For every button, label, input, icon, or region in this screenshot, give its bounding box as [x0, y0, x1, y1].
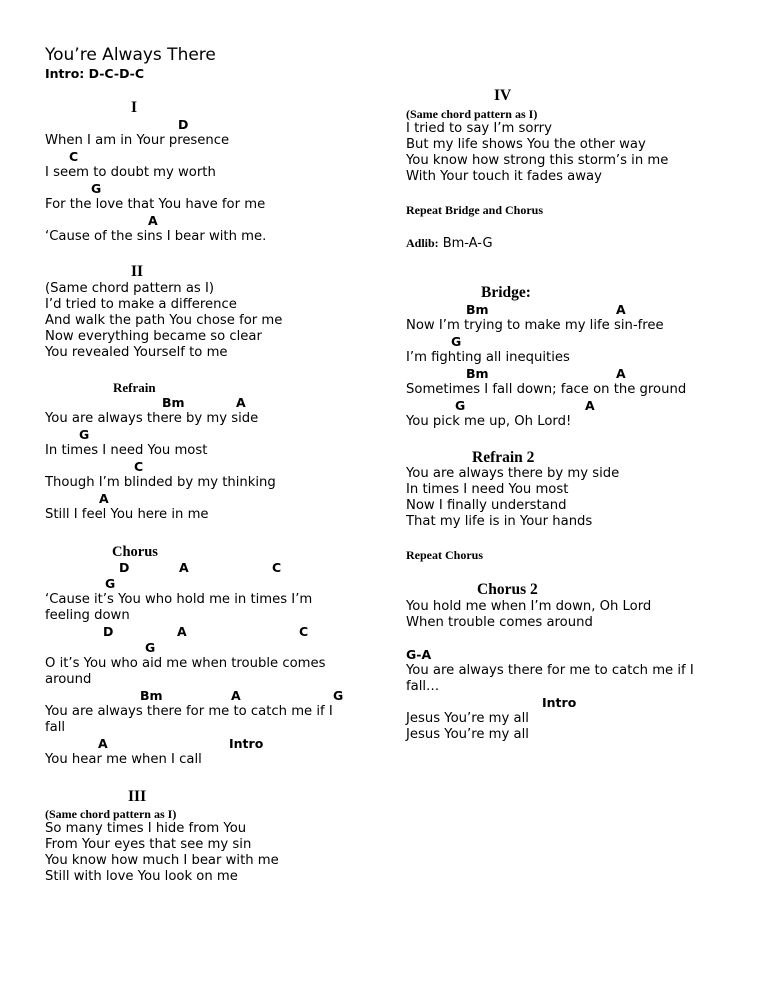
lyric-line: Though I’m blinded by my thinking [45, 475, 276, 490]
chord: G [455, 398, 466, 413]
chord: G [333, 688, 344, 703]
lyric-line: feeling down [45, 608, 130, 623]
lyric-line: O it’s You who aid me when trouble comes [45, 656, 326, 671]
lyric-line: Now everything became so clear [45, 329, 262, 344]
chord: Bm [162, 395, 185, 410]
chord: A [148, 213, 158, 228]
lyric-line: Jesus You’re my all [406, 727, 529, 742]
lyric-line: ‘Cause of the sins I bear with me. [45, 229, 267, 244]
intro-chords: Intro: D-C-D-C [45, 66, 145, 81]
chord: C [272, 560, 282, 575]
chord: D [178, 117, 189, 132]
chord: Bm [466, 302, 489, 317]
chord: G [105, 576, 116, 591]
lyric-line: For the love that You have for me [45, 197, 266, 212]
lyric-line: Still I feel You here in me [45, 507, 209, 522]
verse-4-heading: IV [494, 87, 512, 104]
lyric-line: You are always there by my side [406, 466, 620, 481]
lyric-line: You pick me up, Oh Lord! [406, 414, 572, 429]
chorus-heading: Chorus [112, 544, 158, 560]
lyric-line: You revealed Yourself to me [45, 345, 228, 360]
chord-pattern-note: (Same chord pattern as I) [406, 107, 538, 121]
lyric-line: From Your eyes that see my sin [45, 837, 252, 852]
lyric-line: Still with love You look on me [45, 869, 238, 884]
repeat-instruction: Repeat Bridge and Chorus [406, 203, 544, 217]
chord: A [231, 688, 241, 703]
lyric-line: Now I’m trying to make my life sin-free [406, 318, 664, 333]
adlib-line [406, 234, 493, 252]
lyric-line: I tried to say I’m sorry [406, 121, 552, 136]
chord: A [236, 395, 246, 410]
lyric-line: Jesus You’re my all [406, 711, 529, 726]
chord: C [134, 459, 144, 474]
lyric-line: In times I need You most [45, 443, 208, 458]
verse-3-heading: III [128, 788, 147, 805]
lyric-line: ‘Cause it’s You who hold me in times I’m [45, 592, 313, 607]
song-title: You’re Always There [45, 45, 216, 65]
lyric-line: fall… [406, 679, 440, 694]
chord: D [103, 624, 114, 639]
chord: A [99, 491, 109, 506]
verse-2-heading: II [131, 263, 144, 280]
lyric-line: You are always there for me to catch me if I [45, 704, 333, 719]
adlib-label: Adlib: [406, 236, 439, 250]
lyric-line: When I am in Your presence [45, 133, 230, 148]
lyric-line: You hear me when I call [45, 752, 202, 767]
chord: G [451, 334, 462, 349]
lyric-line: So many times I hide from You [45, 821, 247, 836]
chord: C [299, 624, 309, 639]
chord: Intro [542, 695, 577, 710]
chord: Bm [466, 366, 489, 381]
lyric-line: With Your touch it fades away [406, 169, 602, 184]
lyric-line: (Same chord pattern as I) [45, 281, 215, 296]
lyric-line: You hold me when I’m down, Oh Lord [406, 599, 652, 614]
chord: G [79, 427, 90, 442]
chord: A [179, 560, 189, 575]
chord: A [98, 736, 108, 751]
repeat-instruction: Repeat Chorus [406, 548, 483, 562]
chord: A [177, 624, 187, 639]
verse-1-heading: I [131, 99, 138, 116]
chord: C [69, 149, 79, 164]
chord-pattern-note: (Same chord pattern as I) [45, 807, 177, 821]
chord: A [585, 398, 595, 413]
adlib-chords: Bm-A-G [442, 236, 493, 251]
bridge-heading: Bridge: [481, 284, 531, 301]
chord: A [616, 366, 626, 381]
lyric-line: When trouble comes around [406, 615, 593, 630]
lyric-line: In times I need You most [406, 482, 569, 497]
lyric-line: That my life is in Your hands [406, 514, 593, 529]
refrain-heading: Refrain [113, 380, 156, 395]
lyric-line: You are always there by my side [45, 411, 259, 426]
lyric-line: You know how much I bear with me [45, 853, 279, 868]
lyric-line: I’m fighting all inequities [406, 350, 570, 365]
chord: Bm [140, 688, 163, 703]
lyric-line: You are always there for me to catch me if I [406, 663, 694, 678]
refrain-2-heading: Refrain 2 [472, 449, 535, 466]
chord: G [91, 181, 102, 196]
lyric-line: You know how strong this storm’s in me [406, 153, 669, 168]
chord: G [145, 640, 156, 655]
lyric-line: I’d tried to make a difference [45, 297, 237, 312]
lyric-line: But my life shows You the other way [406, 137, 646, 152]
lyric-line: around [45, 672, 92, 687]
lyric-line: Now I finally understand [406, 498, 567, 513]
lyric-line: And walk the path You chose for me [45, 313, 283, 328]
chord: A [616, 302, 626, 317]
chord: G-A [406, 647, 432, 662]
lyric-line: I seem to doubt my worth [45, 165, 216, 180]
chord: D [119, 560, 130, 575]
chorus-2-heading: Chorus 2 [477, 581, 538, 598]
chord: Intro [229, 736, 264, 751]
lyric-line: fall [45, 720, 66, 735]
lyric-line: Sometimes I fall down; face on the ground [406, 382, 687, 397]
